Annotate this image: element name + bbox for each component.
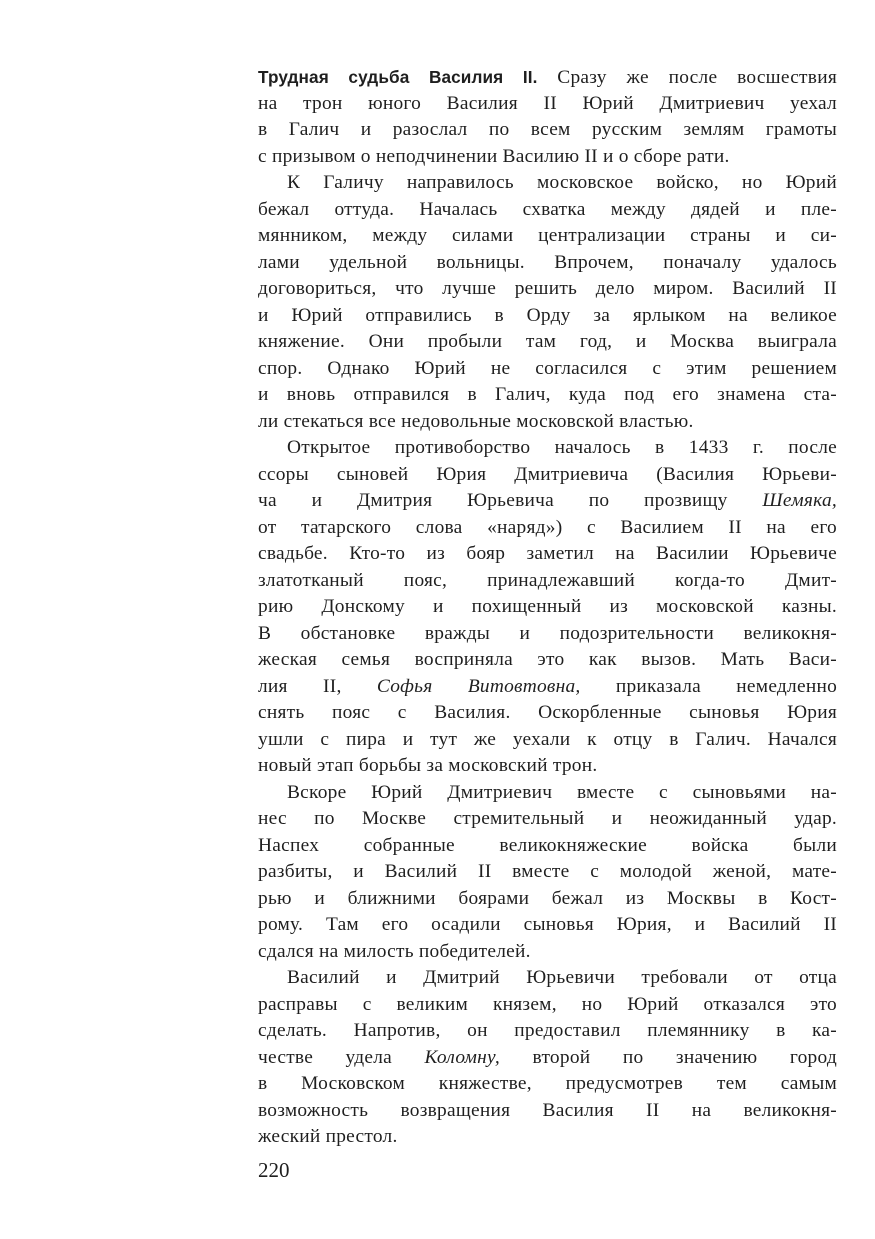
- italic-name-shemyaka: Шемяка,: [762, 490, 837, 511]
- text-line: рью и ближними боярами бежал из Москвы в Кост-: [258, 887, 837, 909]
- text-line: честве удела Коломну, второй по значению город: [258, 1046, 837, 1068]
- page-number: 220: [258, 1158, 290, 1182]
- text-line: жеский престол.: [258, 1126, 398, 1147]
- text-line: снять пояс с Василия. Оскорбленные сыновья Юрия: [258, 702, 837, 723]
- page-text: [258, 64, 837, 1151]
- text-line: К Галичу направилось московское войско, но Юрий: [287, 172, 837, 193]
- text-line: от татарского слова «наряд») с Василием II на его: [258, 516, 837, 538]
- text-line: ча и Дмитрия Юрьевича по прозвищу Шемяка,: [258, 490, 837, 511]
- text-line: в Галич и разослал по всем русским землям грамоты: [258, 119, 837, 140]
- text-line: Открытое противоборство началось в 1433 г. после: [287, 437, 837, 458]
- text-line: ссоры сыновей Юрия Дмитриевича (Василия Юрьеви-: [258, 463, 837, 485]
- text-line: и Юрий отправились в Орду за ярлыком на великое: [258, 304, 837, 326]
- italic-name-kolomna: Коломну,: [424, 1046, 501, 1068]
- text-line: жеская семья восприняла это как вызов. Мать Васи-: [258, 649, 837, 670]
- italic-name-sofya: Софья Витовтовна,: [376, 675, 581, 697]
- paragraph-1: [258, 64, 837, 170]
- text-line: ушли с пира и тут же уехали к отцу в Галич. Начался: [258, 728, 837, 750]
- text-line: ли стекаться все недовольные московской властью.: [258, 410, 694, 432]
- text-line: договориться, что лучше решить дело миром. Василий II: [258, 278, 837, 299]
- text-line: свадьбе. Кто-то из бояр заметил на Василии Юрьевиче: [258, 543, 837, 564]
- text-line: спор. Однако Юрий не согласился с этим решением: [258, 357, 837, 379]
- text-line: расправы с великим князем, но Юрий отказался это: [258, 993, 837, 1015]
- text-line: бежал оттуда. Началась схватка между дядей и пле-: [258, 198, 837, 220]
- text-line: с призывом о неподчинении Василию II и о сборе рати.: [258, 145, 730, 167]
- text-line: возможность возвращения Василия II на великокня-: [258, 1099, 837, 1121]
- paragraph-3: [258, 435, 837, 780]
- text-line: В обстановке вражды и подозрительности великокня-: [258, 622, 837, 644]
- paragraph-2: [258, 170, 837, 435]
- text-line: лами удельной вольницы. Впрочем, поначалу удалось: [258, 251, 837, 273]
- text-line: Василий и Дмитрий Юрьевичи требовали от отца: [287, 967, 837, 988]
- text-line: лия II, Софья Витовтовна, приказала немедленно: [258, 675, 837, 697]
- text-line: новый этап борьбы за московский трон.: [258, 755, 598, 776]
- text-line: в Московском княжестве, предусмотрев тем самым: [258, 1073, 837, 1094]
- text-line: рому. Там его осадили сыновья Юрия, и Василий II: [258, 914, 837, 935]
- section-heading: Трудная судьба Василия II.: [258, 67, 538, 87]
- text-line: княжение. Они пробыли там год, и Москва выиграла: [258, 331, 837, 352]
- text-line: и вновь отправился в Галич, куда под его знамена ста-: [258, 384, 837, 405]
- text-line: Вскоре Юрий Дмитриевич вместе с сыновьями на-: [287, 781, 837, 803]
- paragraph-5: [258, 965, 837, 1151]
- text-line: разбиты, и Василий II вместе с молодой женой, мате-: [258, 861, 837, 882]
- text-line: на трон юного Василия II Юрий Дмитриевич уехал: [258, 92, 837, 114]
- text-line: Трудная судьба Василия II. Сразу же после восшествия: [258, 67, 837, 88]
- text-line: нес по Москве стремительный и неожиданный удар.: [258, 808, 837, 829]
- text-line: златотканый пояс, принадлежавший когда-то Дмит-: [258, 569, 837, 591]
- text-line: сдался на милость победителей.: [258, 940, 531, 962]
- paragraph-4: [258, 780, 837, 966]
- text-line: сделать. Напротив, он предоставил племяннику в ка-: [258, 1020, 837, 1041]
- text-line: рию Донскому и похищенный из московской казны.: [258, 596, 837, 617]
- text-line: Наспех собранные великокняжеские войска были: [258, 834, 837, 856]
- text-line: мянником, между силами централизации страны и си-: [258, 225, 837, 246]
